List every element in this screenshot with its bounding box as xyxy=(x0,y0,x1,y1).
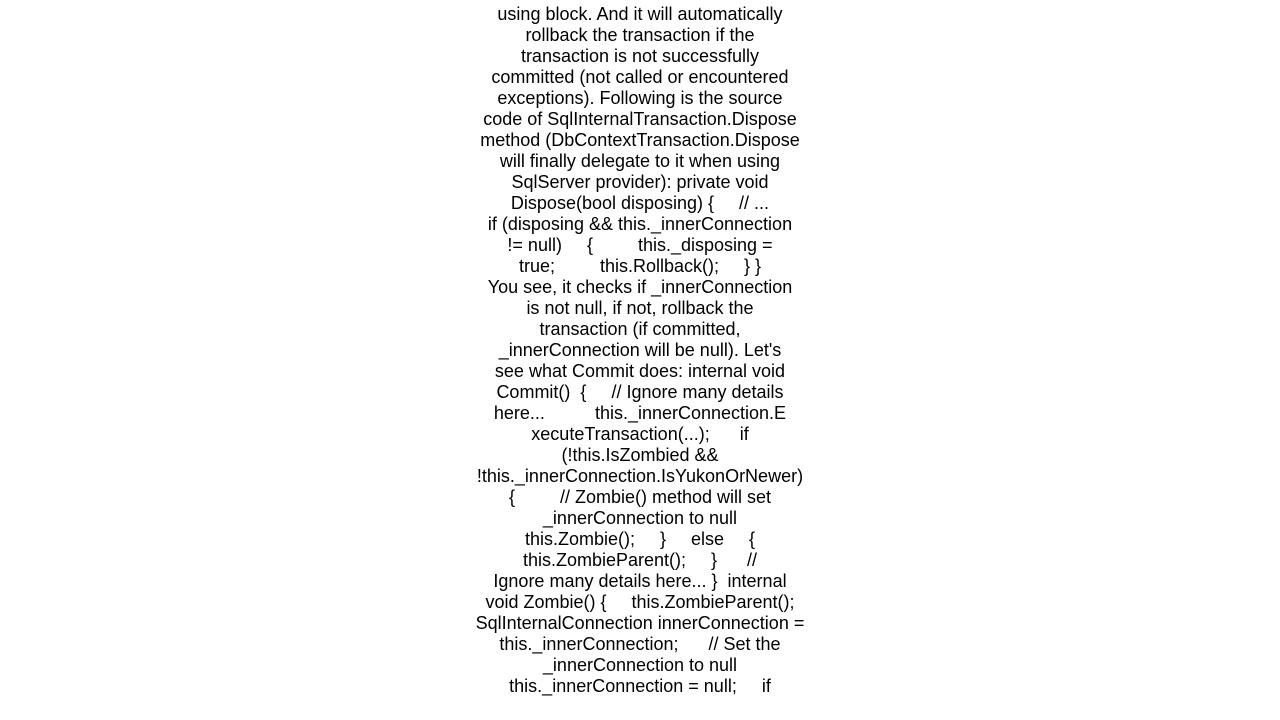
code-line: (!this.IsZombied && xyxy=(561,445,719,465)
code-line: Commit() { // Ignore many details xyxy=(496,382,784,402)
code-line: here... this._innerConnection.E xyxy=(493,403,787,423)
code-line: xecuteTransaction(...); if xyxy=(531,424,749,444)
article-body xyxy=(0,4,1280,697)
article-text-line: transaction is not successfully xyxy=(520,46,760,66)
article-text-line: exceptions). Following is the source xyxy=(497,88,783,108)
article-text-line: will finally delegate to it when using xyxy=(499,151,781,171)
code-line: this.Zombie(); } else { xyxy=(524,529,756,549)
code-line: !this._innerConnection.IsYukonOrNewer) xyxy=(476,466,804,486)
code-line: != null) { this._disposing = xyxy=(507,235,773,255)
article-text-line: rollback the transaction if the xyxy=(525,25,755,45)
article-text-line: using block. And it will automatically xyxy=(497,4,783,24)
code-line: if (disposing && this._innerConnection xyxy=(487,214,793,234)
article-text-line: committed (not called or encountered xyxy=(491,67,789,87)
code-line: this._innerConnection; // Set the xyxy=(499,634,781,654)
article-text-line: code of SqlInternalTransaction.Dispose xyxy=(483,109,797,129)
code-line: Ignore many details here... } internal xyxy=(493,571,787,591)
code-line: this._innerConnection = null; if xyxy=(509,676,771,696)
code-line: _innerConnection to null xyxy=(542,508,738,528)
article-text-line: You see, it checks if _innerConnection xyxy=(487,277,793,297)
article-text-line: is not null, if not, rollback the xyxy=(526,298,754,318)
code-line: this.ZombieParent(); } // xyxy=(522,550,758,570)
code-line: Dispose(bool disposing) { // ... xyxy=(510,193,770,213)
code-line: SqlInternalConnection innerConnection = xyxy=(475,613,805,633)
article-text-line: transaction (if committed, xyxy=(539,319,741,339)
article-text-line: _innerConnection will be null). Let's xyxy=(498,340,782,360)
article-text-line: see what Commit does: internal void xyxy=(494,361,786,381)
code-line: _innerConnection to null xyxy=(542,655,738,675)
article-text-line: method (DbContextTransaction.Dispose xyxy=(480,130,800,150)
article-text-line: SqlServer provider): private void xyxy=(511,172,769,192)
code-line: true; this.Rollback(); } } xyxy=(518,256,762,276)
code-line: { // Zombie() method will set xyxy=(508,487,772,507)
code-line: void Zombie() { this.ZombieParent(); xyxy=(485,592,795,612)
